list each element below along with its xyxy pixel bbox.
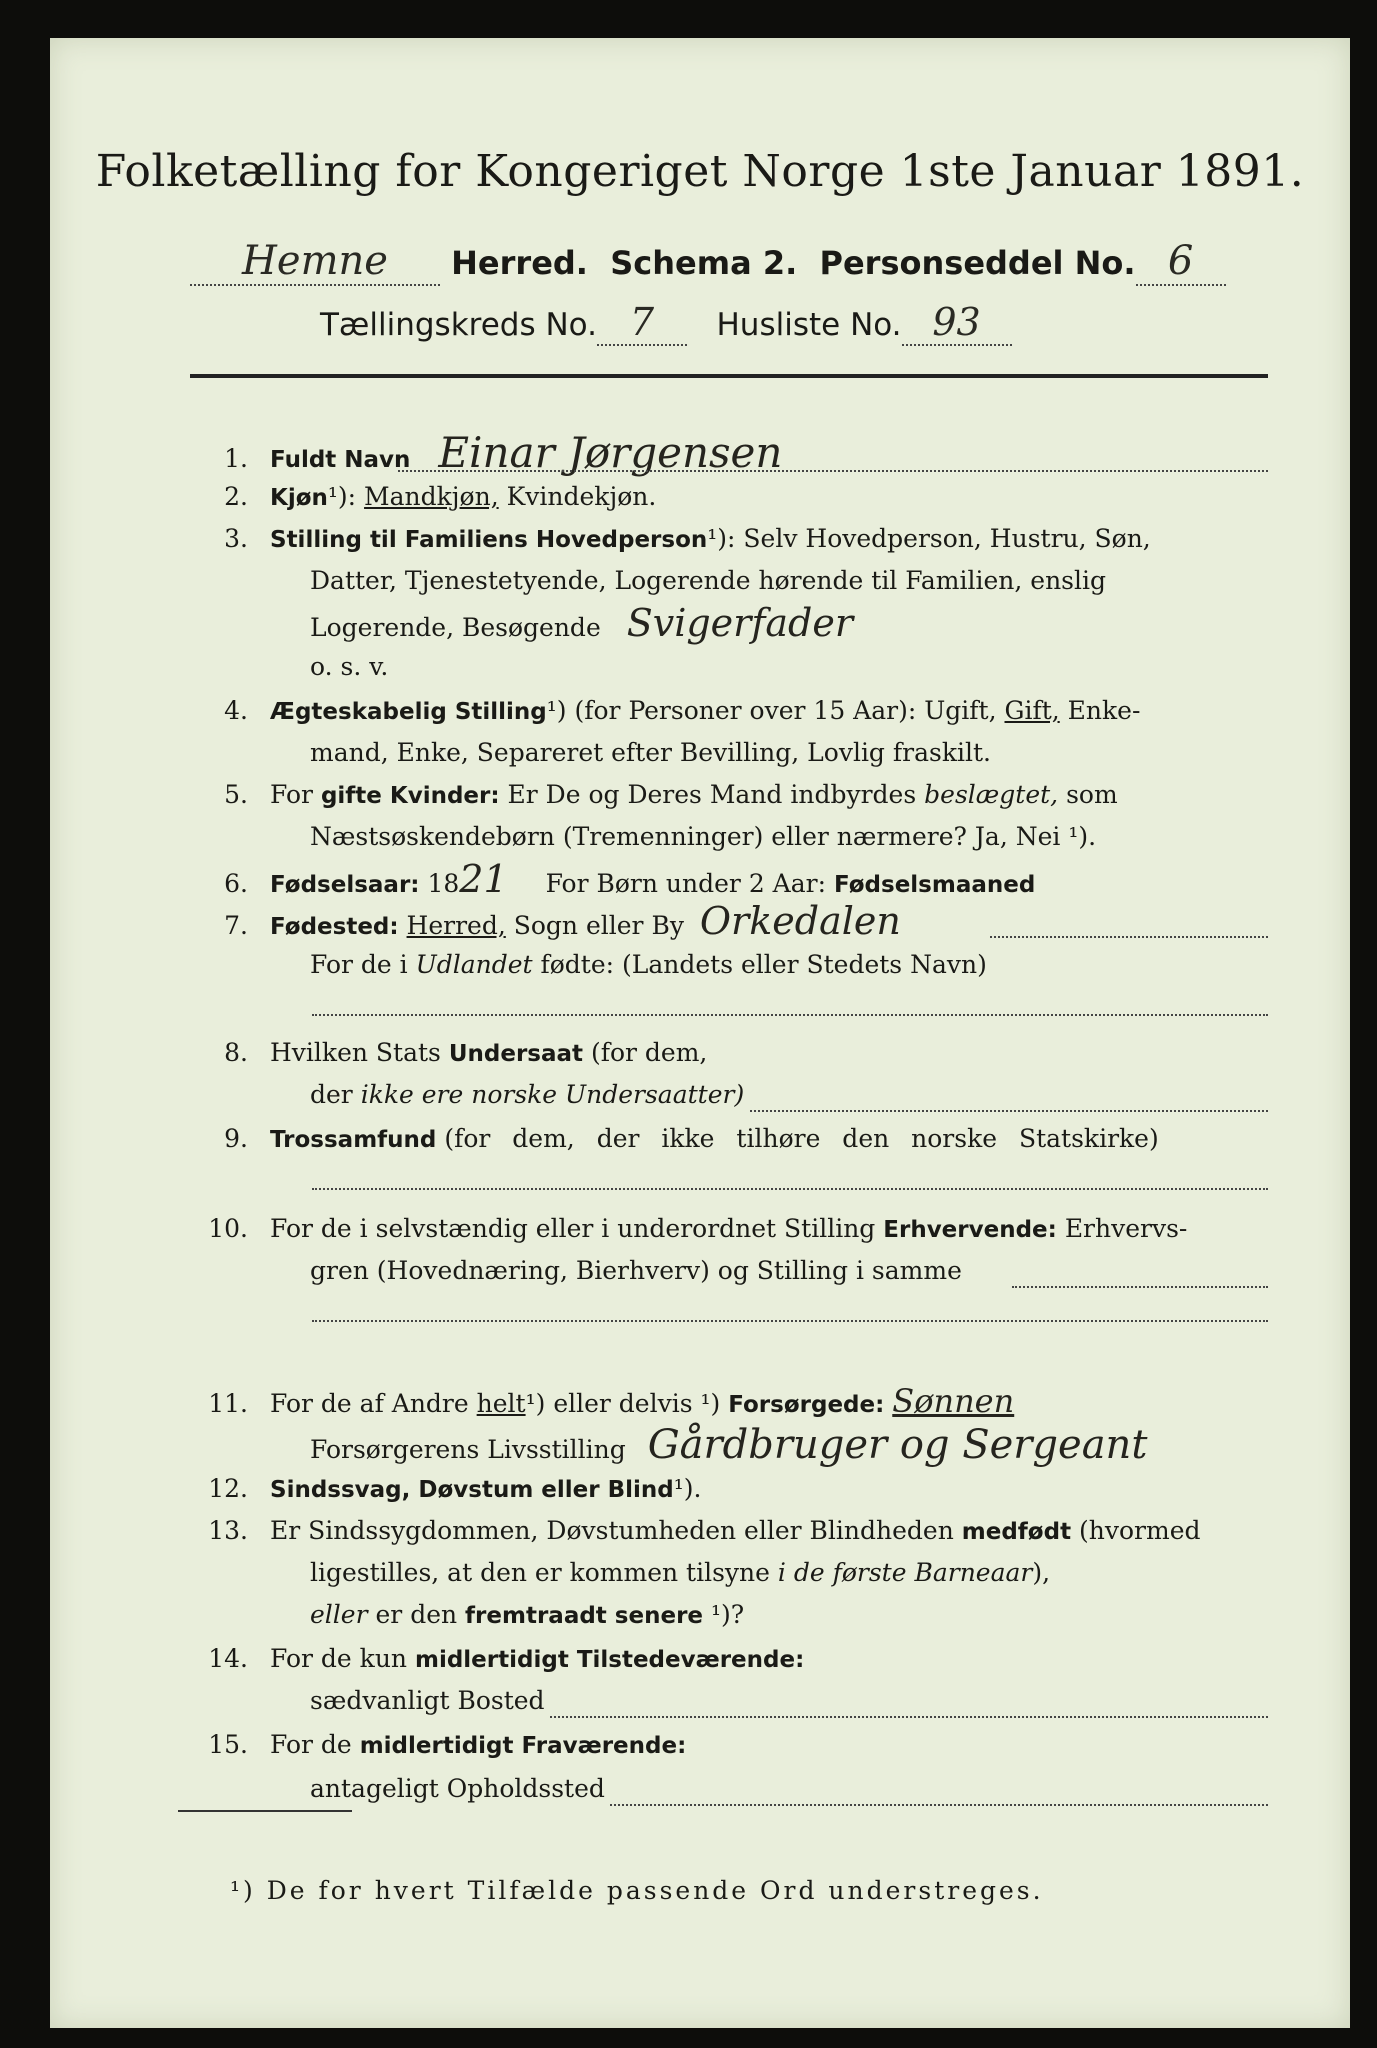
schema-label: Schema 2. (610, 244, 798, 282)
fuldt-navn-line (398, 470, 1268, 472)
item-7: 7. Fødested: Herred, Sogn eller By Orkedalen (224, 899, 901, 943)
item-4: 4. Ægteskabelig Stilling¹) (for Personer over 15 Aar): Ugift, Gift, Enke- (224, 696, 1141, 725)
item-5: 5. For gifte Kvinder: Er De og Deres Mand indbyrdes beslægtet, som (224, 780, 1118, 809)
header-rule (190, 374, 1268, 378)
header-line-1 (190, 238, 1226, 286)
fuldt-navn-label: Fuldt Navn (270, 447, 411, 473)
forsorgede-value: Sønnen (892, 1382, 1015, 1420)
item-15: 15. For de midlertidigt Fraværende: (208, 1730, 687, 1759)
footnote: ¹) De for hvert Tilfælde passende Ord understreges. (230, 1876, 1044, 1905)
herred-label: Herred. (451, 244, 588, 282)
kreds-value: 7 (629, 300, 655, 344)
form-title: Folketælling for Kongeriget Norge 1ste Januar 1891. (95, 146, 1305, 197)
kjon-mandkjon: Mandkjøn, (364, 482, 499, 511)
stilling-value: Svigerfader (626, 601, 854, 645)
herred-value: Hemne (242, 238, 388, 284)
item-3: 3. Stilling til Familiens Hovedperson¹): Selv Hovedperson, Hustru, Søn, (224, 524, 1151, 553)
item-6: 6. Fødselsaar: 1821 For Børn under 2 Aar: Fødselsmaaned (224, 857, 1036, 901)
fodselsaar-value: 21 (459, 857, 508, 901)
item-9: 9. Trossamfund (for dem, der ikke tilhøre den norske Statskirke) (224, 1124, 1159, 1153)
item-12: 12. Sindssvag, Døvstum eller Blind¹). (208, 1474, 702, 1503)
husliste-label: Husliste No. (716, 307, 902, 343)
item-14: 14. For de kun midlertidigt Tilstedeværende: (208, 1644, 805, 1673)
fodested-value: Orkedalen (699, 899, 901, 943)
fuldt-navn-value: Einar Jørgensen (438, 428, 783, 477)
item-1: 1. Fuldt Navn Einar Jørgensen (224, 428, 783, 477)
personseddel-label: Personseddel No. (819, 244, 1136, 282)
item-2: 2. Kjøn¹): Mandkjøn, Kvindekjøn. (224, 482, 657, 511)
personseddel-value: 6 (1167, 238, 1194, 284)
status-gift: Gift, (1004, 696, 1060, 725)
item-11: 11. For de af Andre helt¹) eller delvis ¹) Forsørgede: Sønnen (208, 1382, 1015, 1420)
husliste-value: 93 (932, 300, 981, 344)
kreds-label: Tællingskreds No. (320, 307, 597, 343)
census-form: Folketælling for Kongeriget Norge 1ste Januar 1891. Hemne Herred. Schema 2. Personseddel No. 6 Tællingskreds No. 7 Husliste No. 93 1. Fuldt Navn Einar Jørgensen 2. Kjøn¹): Mandkjøn, Kvindekjøn. 3. Stilling til Familiens Hovedperson¹): Selv Hovedperson, Hustru, Søn, Datter, Tjenestetyende, Logerende hørende til Familien, enslig Logerende, Besøgende Svigerfader o. s. v. 4. Ægteskabelig Stilling¹) (for Personer over 15 Aar): Ugift, Gift, Enke- mand, Enke, Separeret efter Bevilling, Lovlig fraskilt. 5. For gifte Kvinder: Er De og Deres Mand indbyrdes beslægtet, som Næstsøskendebørn (Tremenninger) eller nærmere? Ja, Nei ¹). 6. Fødselsaar: 1821 For Børn under 2 Aar: Fødselsmaaned 7. Fødested: Herred, Sogn eller By Orkedalen For de i Udlandet fødte: (Landets eller Stedets Navn) 8. Hvilken Stats Undersaat (for dem, der ikke ere norske Undersaatter) 9. Trossamfund (for dem, der ikke tilhøre den norske Statskirke) 10. For de i selvstændig eller i underordnet Stilling Erhvervende: Erhvervs- gren (Hovednæring, Bierhverv) og Stilling i samme 11. For de af Andre helt¹) eller delvis ¹) Forsørgede: Sønnen Forsørgerens Livsstilling Gårdbruger og Sergeant 12. Sindssvag, Døvstum eller Blind¹). 13. Er Sindssygdommen, Døvstumheden eller Blindheden medfødt (hvormed ligestilles, at den er kommen tilsyne i de første Barneaar), eller er den fremtraadt senere ¹)? 14. For de kun midlertidigt Tilstedeværende: sædvanligt Bosted 15. For de midlertidigt Fraværende: antageligt Opholdssted ¹) De for hvert Tilfælde passende Ord understreges. (50, 38, 1350, 2028)
forsorger-livsstilling-value: Gårdbruger og Sergeant (647, 1422, 1148, 1468)
forsorgede-helt: helt (476, 1389, 526, 1418)
footnote-rule (178, 1810, 352, 1812)
item-10: 10. For de i selvstændig eller i underordnet Stilling Erhvervende: Erhvervs- (208, 1214, 1188, 1243)
item-8: 8. Hvilken Stats Undersaat (for dem, (224, 1038, 708, 1067)
fodested-herred: Herred, (406, 911, 506, 940)
header-line-2 (320, 300, 1012, 346)
item-13: 13. Er Sindssygdommen, Døvstumheden eller Blindheden medfødt (hvormed (208, 1516, 1201, 1545)
